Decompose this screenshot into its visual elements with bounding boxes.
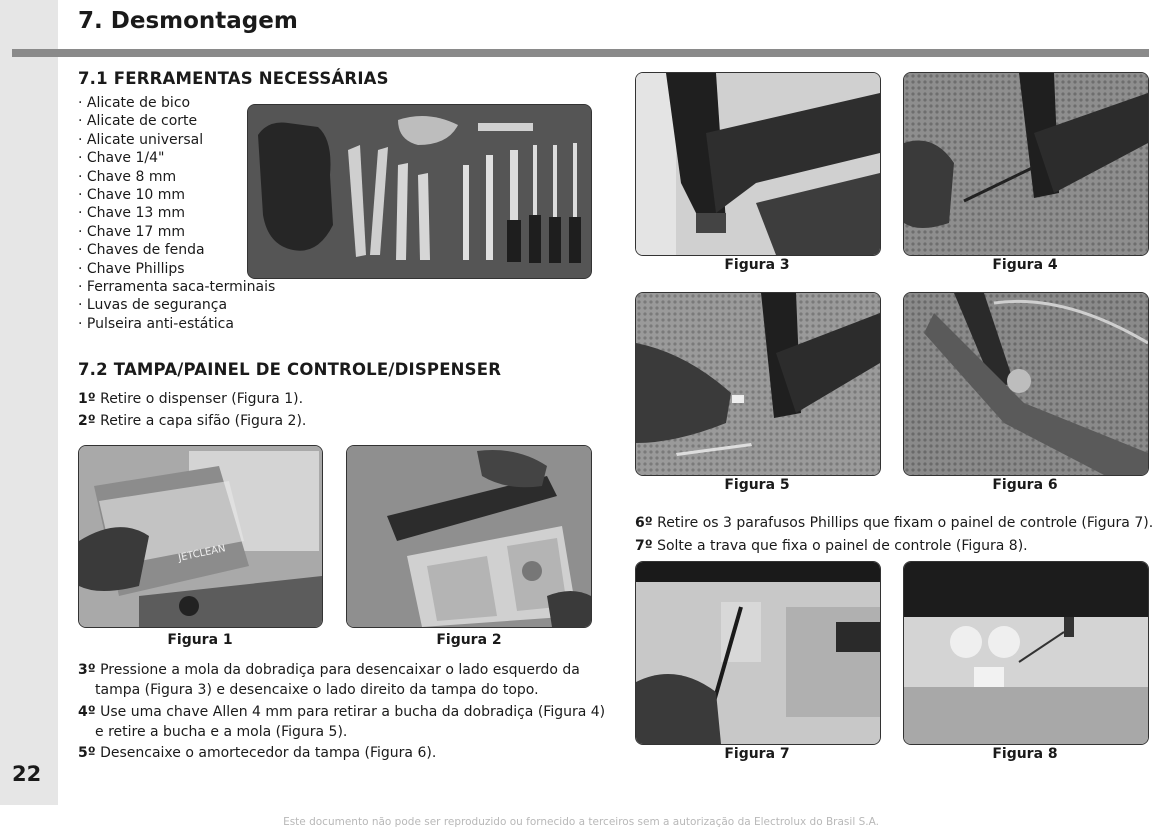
- list-item: · Pulseira anti-estática: [78, 315, 275, 333]
- step-4: [78, 702, 609, 742]
- step-text: Solte a trava que fixa o painel de controle (Figura 8).: [657, 538, 1028, 554]
- step-6: [635, 513, 1153, 533]
- step-text: Desencaixe o amortecedor da tampa (Figura 6).: [100, 745, 437, 761]
- step-5: [78, 743, 436, 763]
- step-number: 2º: [78, 413, 96, 429]
- list-item: · Chave 8 mm: [78, 168, 275, 186]
- list-item: · Chave Phillips: [78, 260, 275, 278]
- dispenser-brand-text: JETCLEAN: [177, 543, 227, 564]
- figure-7-caption: Figura 7: [724, 746, 790, 762]
- list-item: · Chave 1/4": [78, 149, 275, 167]
- figure-1-caption: Figura 1: [167, 632, 233, 648]
- page-number: 22: [12, 762, 42, 786]
- figure-8-photo: [903, 561, 1149, 745]
- list-item: · Ferramenta saca-terminais: [78, 278, 275, 296]
- step-number: 1º: [78, 391, 96, 407]
- footer-notice: Este documento não pode ser reproduzido ou fornecido a terceiros sem a autorização da Electrolux do Brasil S.A.: [283, 816, 879, 828]
- step-number: 7º: [635, 538, 653, 554]
- step-number: 3º: [78, 662, 96, 678]
- figure-3-caption: Figura 3: [724, 257, 790, 273]
- step-number: 4º: [78, 704, 96, 720]
- figure-5-photo: [635, 292, 881, 476]
- page-side-band: [0, 0, 58, 805]
- tools-heading: 7.1 FERRAMENTAS NECESSÁRIAS: [78, 69, 389, 88]
- figure-4-photo: [903, 72, 1149, 256]
- figure-2-caption: Figura 2: [436, 632, 502, 648]
- step-7: [635, 536, 1028, 556]
- step-number: 6º: [635, 515, 653, 531]
- title-rule: [12, 49, 1149, 57]
- figure-2-photo: [346, 445, 592, 628]
- list-item: · Alicate universal: [78, 131, 275, 149]
- step-1: [78, 389, 303, 409]
- step-2: [78, 411, 306, 431]
- step-text: Pressione a mola da dobradiça para desencaixar o lado esquerdo da tampa (Figura 3) e desencaixe o lado direito da tampa do topo.: [95, 662, 580, 698]
- figure-3-photo: [635, 72, 881, 256]
- step-text: Retire o dispenser (Figura 1).: [100, 391, 304, 407]
- list-item: · Alicate de bico: [78, 94, 275, 112]
- figure-6-photo: [903, 292, 1149, 476]
- list-item: · Chave 10 mm: [78, 186, 275, 204]
- step-text: Retire os 3 parafusos Phillips que fixam o painel de controle (Figura 7).: [657, 515, 1154, 531]
- tools-photo: [247, 104, 592, 279]
- figure-1-photo: [78, 445, 323, 628]
- figure-7-photo: [635, 561, 881, 745]
- figure-4-caption: Figura 4: [992, 257, 1058, 273]
- figure-6-caption: Figura 6: [992, 477, 1058, 493]
- step-3: [78, 660, 609, 700]
- step-text: Use uma chave Allen 4 mm para retirar a bucha da dobradiça (Figura 4) e retire a bucha e a mola (Figura 5).: [95, 704, 606, 740]
- figure-5-caption: Figura 5: [724, 477, 790, 493]
- step-number: 5º: [78, 745, 96, 761]
- list-item: · Chaves de fenda: [78, 241, 275, 259]
- list-item: · Chave 13 mm: [78, 204, 275, 222]
- page-title: 7. Desmontagem: [78, 8, 298, 34]
- list-item: · Chave 17 mm: [78, 223, 275, 241]
- step-text: Retire a capa sifão (Figura 2).: [100, 413, 307, 429]
- figure-8-caption: Figura 8: [992, 746, 1058, 762]
- list-item: · Alicate de corte: [78, 112, 275, 130]
- panel-heading: 7.2 TAMPA/PAINEL DE CONTROLE/DISPENSER: [78, 360, 502, 379]
- tools-list: [78, 94, 275, 333]
- list-item: · Luvas de segurança: [78, 296, 275, 314]
